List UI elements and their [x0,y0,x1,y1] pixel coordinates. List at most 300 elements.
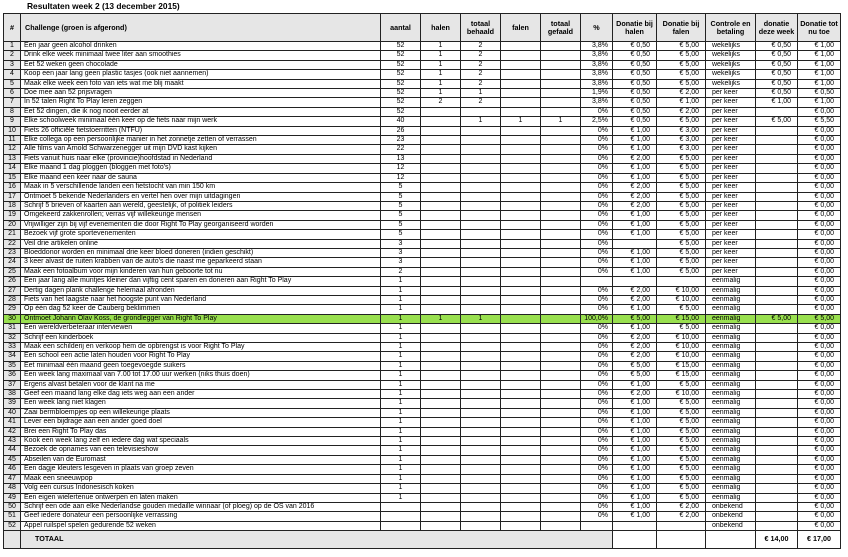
totaal-gefaald-cell [541,512,581,521]
challenge-name-cell: Alle films van Arnold Schwarzenegger uit mijn DVD kast kijken [21,145,381,154]
donatie-totaal-cell: € 0,00 [798,502,841,511]
row-number-cell: 47 [4,474,21,483]
challenge-name-cell: Fiets vanuit huis naar elke (provincie)hoofdstad in Nederland [21,154,381,163]
challenge-name-cell: Een school een actie laten houden voor Right To Play [21,352,381,361]
total-row [4,531,841,549]
donatie-halen-cell: € 0,50 [613,98,657,107]
donatie-halen-cell: € 1,00 [613,267,657,276]
donatie-halen-cell [613,277,657,286]
falen-cell [501,380,541,389]
donatie-week-cell [756,154,798,163]
donatie-week-cell [756,474,798,483]
halen-cell [421,305,461,314]
donatie-halen-cell: € 0,50 [613,107,657,116]
donatie-falen-cell: € 5,00 [657,183,706,192]
row-number-cell: 46 [4,465,21,474]
totaal-behaald-cell [461,465,501,474]
halen-cell: 1 [421,89,461,98]
totaal-behaald-cell [461,399,501,408]
totaal-gefaald-cell [541,183,581,192]
aantal-cell: 26 [381,126,421,135]
donatie-halen-cell: € 1,00 [613,258,657,267]
donatie-totaal-cell: € 0,00 [798,465,841,474]
donatie-halen-cell: € 1,00 [613,446,657,455]
aantal-cell: 1 [381,286,421,295]
donatie-week-cell [756,427,798,436]
controle-cell: eenmalig [706,277,756,286]
challenge-name-cell: Een dagje kleuters lesgeven in plaats van groep zeven [21,465,381,474]
header-totaal-behaald: totaal behaald [461,14,501,42]
halen-cell [421,437,461,446]
donatie-week-cell: € 0,50 [756,51,798,60]
halen-cell [421,248,461,257]
donatie-totaal-cell: € 0,00 [798,437,841,446]
challenge-name-cell: Maak een sneeuwpop [21,474,381,483]
table-row [4,446,841,455]
donatie-totaal-cell: € 0,00 [798,371,841,380]
totaal-behaald-cell [461,173,501,182]
halen-cell [421,399,461,408]
percentage-cell: 0% [581,173,613,182]
donatie-halen-cell: € 2,00 [613,192,657,201]
controle-cell: eenmalig [706,371,756,380]
aantal-cell: 1 [381,446,421,455]
halen-cell [421,333,461,342]
challenge-name-cell: Ontmoet Johann Olav Koss, de grondlegger van Right To Play [21,314,381,323]
donatie-week-cell [756,361,798,370]
falen-cell [501,446,541,455]
challenge-name-cell: Geef een maand lang elke dag iets weg aan een ander [21,390,381,399]
donatie-falen-cell: € 10,00 [657,286,706,295]
aantal-cell [381,521,421,530]
donatie-halen-cell: € 1,00 [613,502,657,511]
controle-cell: per keer [706,89,756,98]
aantal-cell: 13 [381,154,421,163]
table-row [4,239,841,248]
donatie-week-cell: € 0,50 [756,79,798,88]
totaal-gefaald-cell [541,98,581,107]
row-number-cell: 52 [4,521,21,530]
row-number-cell: 16 [4,183,21,192]
totaal-behaald-cell [461,192,501,201]
percentage-cell: 0% [581,239,613,248]
totaal-gefaald-cell [541,390,581,399]
falen-cell [501,98,541,107]
challenge-name-cell: Bloeddonor worden en minimaal drie keer bloed doneren (indien geschikt) [21,248,381,257]
header-donatie-week: donatie deze week [756,14,798,42]
row-number-cell: 18 [4,201,21,210]
controle-cell: onbekend [706,521,756,530]
controle-cell: per keer [706,230,756,239]
percentage-cell: 0% [581,305,613,314]
donatie-halen-cell: € 5,00 [613,371,657,380]
table-row [4,89,841,98]
donatie-totaal-cell: € 0,00 [798,239,841,248]
halen-cell [421,117,461,126]
header-donatie-halen: Donatie bij halen [613,14,657,42]
donatie-week-cell [756,399,798,408]
row-number-cell: 38 [4,390,21,399]
percentage-cell: 0% [581,164,613,173]
donatie-halen-cell: € 0,50 [613,117,657,126]
totaal-gefaald-cell [541,305,581,314]
halen-cell [421,352,461,361]
percentage-cell: 3,8% [581,98,613,107]
donatie-week-cell [756,107,798,116]
totaal-gefaald-cell [541,51,581,60]
challenge-name-cell: Volg een cursus Indonesisch koken [21,484,381,493]
aantal-cell: 1 [381,465,421,474]
table-row [4,427,841,436]
donatie-week-cell: € 5,00 [756,314,798,323]
donatie-falen-cell: € 2,00 [657,107,706,116]
falen-cell [501,201,541,210]
total-donatie-week: € 14,00 [756,531,798,549]
totaal-behaald-cell [461,145,501,154]
totaal-gefaald-cell [541,314,581,323]
donatie-totaal-cell: € 0,00 [798,211,841,220]
controle-cell: eenmalig [706,493,756,502]
controle-cell: eenmalig [706,437,756,446]
totaal-gefaald-cell [541,521,581,530]
halen-cell [421,502,461,511]
donatie-totaal-cell: € 0,00 [798,399,841,408]
donatie-totaal-cell: € 0,00 [798,277,841,286]
halen-cell: 1 [421,314,461,323]
controle-cell: per keer [706,192,756,201]
challenge-name-cell: Abseilen van de Euromast [21,455,381,464]
controle-cell: per keer [706,145,756,154]
total-empty-cell [657,531,706,549]
row-number-cell: 37 [4,380,21,389]
challenge-name-cell: Elke schoolweek minimaal één keer op de fiets naar mijn werk [21,117,381,126]
donatie-falen-cell: € 5,00 [657,474,706,483]
donatie-falen-cell: € 10,00 [657,343,706,352]
donatie-halen-cell: € 0,50 [613,51,657,60]
table-row [4,126,841,135]
donatie-falen-cell: € 15,00 [657,361,706,370]
totaal-behaald-cell [461,474,501,483]
donatie-halen-cell: € 1,00 [613,248,657,257]
donatie-halen-cell: € 1,00 [613,455,657,464]
donatie-totaal-cell: € 1,00 [798,60,841,69]
header-aantal: aantal [381,14,421,42]
challenge-name-cell: Ergens alvast betalen voor de klant na me [21,380,381,389]
donatie-halen-cell: € 1,00 [613,136,657,145]
row-number-cell: 8 [4,107,21,116]
challenge-name-cell: Vrijwilliger zijn bij vijf evenementen die door Right To Play georganiseerd worden [21,220,381,229]
donatie-week-cell [756,248,798,257]
totaal-behaald-cell [461,512,501,521]
row-number-cell: 51 [4,512,21,521]
donatie-halen-cell: € 5,00 [613,361,657,370]
aantal-cell: 5 [381,201,421,210]
row-number-cell: 35 [4,361,21,370]
aantal-cell: 1 [381,399,421,408]
donatie-totaal-cell: € 0,00 [798,474,841,483]
halen-cell [421,164,461,173]
donatie-totaal-cell: € 0,00 [798,201,841,210]
challenge-name-cell: 3 keer alvast de ruiten krabben van de auto's die naast me geparkeerd staan [21,258,381,267]
totaal-behaald-cell [461,446,501,455]
donatie-week-cell [756,521,798,530]
aantal-cell: 52 [381,60,421,69]
totaal-behaald-cell [461,201,501,210]
table-row [4,295,841,304]
donatie-falen-cell: € 10,00 [657,390,706,399]
donatie-falen-cell: € 3,00 [657,136,706,145]
donatie-halen-cell: € 1,00 [613,380,657,389]
halen-cell [421,277,461,286]
donatie-totaal-cell: € 0,00 [798,408,841,417]
totaal-behaald-cell [461,333,501,342]
donatie-week-cell [756,258,798,267]
falen-cell [501,51,541,60]
page-title: Resultaten week 2 (13 december 2015) [27,1,180,11]
row-number-cell: 42 [4,427,21,436]
falen-cell [501,220,541,229]
row-number-cell: 48 [4,484,21,493]
donatie-falen-cell: € 5,00 [657,446,706,455]
totaal-behaald-cell [461,239,501,248]
donatie-falen-cell: € 5,00 [657,173,706,182]
challenge-name-cell: Koop een jaar lang geen plastic tasjes (ook niet aannemen) [21,70,381,79]
falen-cell [501,408,541,417]
percentage-cell: 0% [581,437,613,446]
header-donatie-totaal: Donatie tot nu toe [798,14,841,42]
donatie-week-cell [756,418,798,427]
table-row [4,183,841,192]
falen-cell [501,314,541,323]
totaal-behaald-cell: 1 [461,117,501,126]
controle-cell: wekelijks [706,51,756,60]
aantal-cell: 5 [381,183,421,192]
halen-cell [421,183,461,192]
donatie-week-cell [756,371,798,380]
challenge-name-cell: Zaai bermbloempjes op een willekeurige plaats [21,408,381,417]
donatie-falen-cell: € 5,00 [657,324,706,333]
donatie-halen-cell: € 1,00 [613,399,657,408]
aantal-cell: 52 [381,98,421,107]
donatie-falen-cell: € 5,00 [657,230,706,239]
totaal-gefaald-cell [541,380,581,389]
aantal-cell: 1 [381,305,421,314]
donatie-halen-cell: € 1,00 [613,145,657,154]
row-number-cell: 25 [4,267,21,276]
controle-cell: per keer [706,107,756,116]
totaal-behaald-cell [461,361,501,370]
controle-cell: per keer [706,211,756,220]
totaal-gefaald-cell [541,427,581,436]
percentage-cell: 0% [581,248,613,257]
donatie-week-cell [756,220,798,229]
totaal-gefaald-cell [541,42,581,51]
totaal-behaald-cell [461,324,501,333]
percentage-cell: 0% [581,484,613,493]
controle-cell: wekelijks [706,42,756,51]
donatie-totaal-cell: € 0,00 [798,145,841,154]
aantal-cell [381,502,421,511]
donatie-totaal-cell: € 0,00 [798,173,841,182]
percentage-cell: 0% [581,154,613,163]
challenge-name-cell: Eet 52 weken geen chocolade [21,60,381,69]
donatie-halen-cell: € 1,00 [613,220,657,229]
aantal-cell: 2 [381,267,421,276]
totaal-gefaald-cell [541,418,581,427]
totaal-behaald-cell [461,286,501,295]
percentage-cell: 0% [581,183,613,192]
halen-cell [421,192,461,201]
challenge-name-cell: Appel ruilspel spelen gedurende 52 weken [21,521,381,530]
aantal-cell: 1 [381,371,421,380]
row-number-cell: 17 [4,192,21,201]
donatie-falen-cell: € 5,00 [657,239,706,248]
donatie-totaal-cell: € 0,00 [798,427,841,436]
table-row [4,493,841,502]
percentage-cell: 0% [581,418,613,427]
table-row [4,136,841,145]
halen-cell [421,211,461,220]
donatie-halen-cell: € 1,00 [613,126,657,135]
percentage-cell [581,277,613,286]
falen-cell [501,248,541,257]
totaal-gefaald-cell [541,211,581,220]
totaal-behaald-cell [461,455,501,464]
falen-cell [501,286,541,295]
table-row [4,474,841,483]
header-challenge: Challenge (groen is afgerond) [21,14,381,42]
falen-cell [501,211,541,220]
challenge-name-cell: Elke collega op een persoonlijke manier in het zonnetje zetten of verrassen [21,136,381,145]
table-row [4,484,841,493]
aantal-cell: 1 [381,333,421,342]
donatie-totaal-cell: € 0,00 [798,390,841,399]
halen-cell [421,136,461,145]
donatie-totaal-cell: € 5,00 [798,314,841,323]
donatie-week-cell [756,192,798,201]
totaal-gefaald-cell [541,474,581,483]
controle-cell: eenmalig [706,399,756,408]
donatie-falen-cell: € 5,00 [657,192,706,201]
totaal-gefaald-cell [541,484,581,493]
percentage-cell: 0% [581,126,613,135]
percentage-cell: 3,8% [581,51,613,60]
donatie-halen-cell: € 1,00 [613,211,657,220]
row-number-cell: 4 [4,70,21,79]
row-number-cell: 26 [4,277,21,286]
donatie-week-cell [756,305,798,314]
totaal-behaald-cell [461,164,501,173]
controle-cell: per keer [706,117,756,126]
row-number-cell: 21 [4,230,21,239]
controle-cell: eenmalig [706,465,756,474]
donatie-totaal-cell: € 0,00 [798,230,841,239]
totaal-gefaald-cell [541,126,581,135]
aantal-cell: 5 [381,230,421,239]
percentage-cell: 0% [581,286,613,295]
controle-cell: wekelijks [706,79,756,88]
totaal-behaald-cell: 2 [461,60,501,69]
totaal-gefaald-cell [541,446,581,455]
donatie-week-cell [756,145,798,154]
percentage-cell: 0% [581,493,613,502]
donatie-halen-cell: € 0,50 [613,42,657,51]
controle-cell: per keer [706,183,756,192]
controle-cell: eenmalig [706,305,756,314]
totaal-behaald-cell [461,484,501,493]
falen-cell [501,258,541,267]
table-row [4,107,841,116]
table-row [4,465,841,474]
totaal-gefaald-cell [541,343,581,352]
aantal-cell: 12 [381,164,421,173]
donatie-week-cell [756,286,798,295]
donatie-falen-cell: € 5,00 [657,484,706,493]
header-num: # [4,14,21,42]
donatie-falen-cell: € 15,00 [657,371,706,380]
halen-cell [421,380,461,389]
falen-cell [501,60,541,69]
controle-cell: wekelijks [706,60,756,69]
donatie-halen-cell [613,239,657,248]
totaal-behaald-cell [461,154,501,163]
totaal-behaald-cell [461,305,501,314]
falen-cell: 1 [501,117,541,126]
totaal-gefaald-cell [541,408,581,417]
totaal-behaald-cell: 1 [461,314,501,323]
challenge-name-cell: Schrijf een kinderboek [21,333,381,342]
totaal-behaald-cell [461,211,501,220]
aantal-cell: 1 [381,455,421,464]
challenge-name-cell: Een jaar geen alcohol drinken [21,42,381,51]
challenge-name-cell: Brei een Right To Play das [21,427,381,436]
halen-cell [421,465,461,474]
controle-cell: eenmalig [706,352,756,361]
table-row [4,248,841,257]
totaal-gefaald-cell [541,333,581,342]
aantal-cell: 1 [381,474,421,483]
totaal-gefaald-cell [541,295,581,304]
donatie-week-cell: € 0,50 [756,60,798,69]
donatie-week-cell [756,211,798,220]
table-row [4,390,841,399]
donatie-halen-cell: € 1,00 [613,512,657,521]
donatie-week-cell [756,502,798,511]
table-row [4,51,841,60]
falen-cell [501,521,541,530]
controle-cell: per keer [706,98,756,107]
challenge-name-cell: Schrijf een ode aan elke Nederlandse gouden medaille winnaar (of ploeg) op de OS van 2016 [21,502,381,511]
totaal-gefaald-cell [541,277,581,286]
halen-cell [421,258,461,267]
donatie-totaal-cell: € 1,00 [798,70,841,79]
percentage-cell: 0% [581,380,613,389]
halen-cell [421,145,461,154]
totaal-behaald-cell [461,343,501,352]
falen-cell [501,230,541,239]
donatie-falen-cell [657,521,706,530]
row-number-cell: 5 [4,79,21,88]
falen-cell [501,512,541,521]
percentage-cell: 0% [581,512,613,521]
halen-cell [421,455,461,464]
aantal-cell: 1 [381,427,421,436]
halen-cell [421,474,461,483]
totaal-gefaald-cell [541,258,581,267]
donatie-halen-cell: € 2,00 [613,286,657,295]
donatie-totaal-cell: € 0,00 [798,493,841,502]
halen-cell [421,220,461,229]
